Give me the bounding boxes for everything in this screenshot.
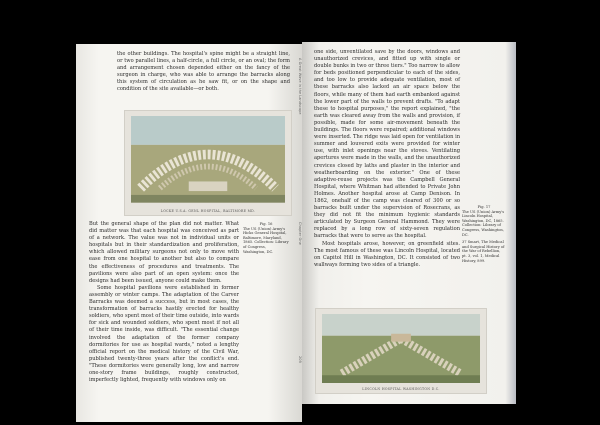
figure-caption-16 (243, 222, 289, 254)
plate-label: LOCKE U.S.A. GENL HOSPITAL, BALTIMORE MD. (160, 209, 256, 213)
footnote: 37 Smart, The Medical and Surgical History of the War of Rebellion, pt. 3, vol. 1, Medical History, 899. (462, 240, 505, 263)
paragraph: But the general shape of the plan did not matter. What did matter was that each hospital was conceived as part of a network. The value was not in individual units or hospitals but in their standardization and proliferation, which allowed military surgeons not only to move with ease from one hospital to another but also to compare the effectiveness of procedures and treatments. The pavilions were also part of an open system: once the designs had been issued, anyone could make them. (89, 221, 239, 284)
plate-label: LINCOLN HOSPITAL WASHINGTON D.C. (362, 387, 440, 391)
hospital-bird-eye-view-image (131, 116, 285, 203)
left-body-text (89, 221, 239, 384)
caption-text: The US (Union) Army's Hicks General Hospital, Baltimore, Maryland, 1865. Collection: Library of Congress, Washington, DC. (243, 226, 289, 254)
fig-number: Fig. 16 (259, 222, 273, 226)
running-head: A Great Wave in the Landscape (298, 58, 302, 115)
fig-number: Fig. 17 (477, 205, 491, 209)
chapter-label: Chapter One (298, 222, 302, 245)
lincoln-hospital-illustration (315, 308, 487, 394)
hicks-hospital-illustration (124, 110, 292, 216)
caption-text: The US (Union) Army's Lincoln Hospital, Washington, DC, 1865. Collection: Library of Congress, Washington, DC. (462, 209, 505, 237)
hospital-bird-eye-view-image (322, 314, 480, 383)
paragraph: Some hospital pavilions were established in former assembly or winter camps. The adaptation of the Carver Barracks was deemed a success, but in most cases, the transformation of barracks hastily erected for healthy soldiers, who spent most of their time outside, into wards for sick and wounded soldiers, who spent most if not all of their time inside, was difficult. "The essential change involved the adaptation of the former company dormitories for use as hospital wards," noted a lengthy official report on the medical history of the Civil War, published twenty-three years after the conflict's end. "These dormitories were generally long, low and narrow one-story frame buildings, roughly constructed, imperfectly lighted, frequently with windows only on (89, 284, 239, 384)
paragraph: Most hospitals arose, however, on greenfield sites. The most famous of these was Lincoln Hospital, located on Capitol Hill in Washington, DC. It consisted of two wallways forming two sides of a triangle. (314, 240, 460, 268)
page-number: 209 (298, 356, 302, 363)
paragraph: one side, unventilated save by the doors, windows and unauthorized crevices, and fitted up with single or double bunks in two or three tiers." Too narrow to allow for beds positioned perpendicular to each of the sides, and too low to provide adequate ventilation, most of these barracks also lacked an air space below the floors, while many of them had earth embanked against the lower part of the walls to prevent drafts. "To adapt these to hospital purposes," the report explained, "the earth was cleared away from the walls and provision, if possible, made for some air-movement beneath the buildings. The floors were repaired; additional windows were inserted. The ridge was laid open for ventilation in summer and louvered exits were provided for winter use, with inlet openings near the stoves. Ventilating apertures were made in the walls, and the unauthorized crevices closed by laths and plaster in the interior and weatherboarding on the exterior." One of these adaptive-reuse projects was the Campbell General Hospital, where Whitman had attended to Private John Holmes. Another hospital arose at Camp Denison. In 1862, onehalf of the camp was cleared of 300 or so barracks built under the supervision of Rosecrans, as they did not fit the minimum hygienic standards articulated by Surgeon General Hammond. They were replaced by a long row of sixty-seven regulation barracks that were to serve as the hospital. (314, 49, 460, 240)
figure-caption-17 (462, 205, 506, 263)
left-top-paragraph: the other buildings. The hospital's spine might be a straight line, or two parallel lines, a half-circle, a full circle, or an oval; the form and arrangement chosen depended either on the fancy of the surgeon in charge, who was able to arrange the barracks along this system of circulation as he saw fit, or on the shape and condition of the site available—or both. (117, 51, 290, 93)
